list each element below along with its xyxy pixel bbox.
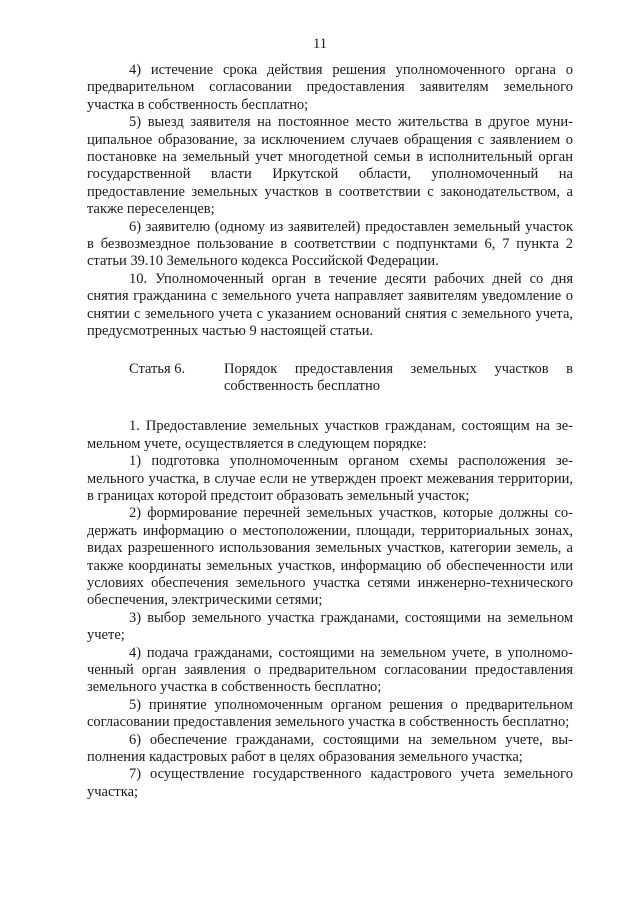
spacer: [87, 341, 573, 361]
list-item-6: 6) заявителю (одному из заявителей) предоставлен земельный участок в безвозмездное пользование в соответствии с подпунктами 6, 7 пункта 2 статьи 39.10 Земельного кодекса Российской Федерации.: [87, 218, 573, 270]
list-item-4: 4) истечение срока действия решения уполномоченного органа о предварительном согласовании предоставления заявителям земельного участка в собственность бесплатно;: [87, 62, 573, 113]
spacer: [87, 395, 573, 418]
article-number: Статья 6.: [129, 360, 186, 377]
step-1: 1) подготовка уполномоченным органом схемы расположения земельного участка, в случае если не утвержден проект межевания территории, в границах которой предстоит образовать земельный участок;: [87, 453, 573, 504]
step-4: 4) подача гражданами, состоящими на земельном учете, в уполномоченный орган заявления о предварительном согласовании предоставления земельного участка в собственность бесплатно;: [87, 644, 573, 696]
step-7: 7) осуществление государственного кадастрового учета земельного участка;: [87, 766, 573, 800]
page-number: 11: [313, 36, 327, 52]
page-body: [87, 62, 573, 801]
step-3: 3) выбор земельного участка гражданами, состоящими на земельном учете;: [87, 609, 573, 644]
article-heading: [129, 361, 573, 396]
clause-1: 1. Предоставление земельных участков гражданам, состоящим на земельном учете, осуществляется в следующем порядке:: [87, 418, 573, 452]
step-2: 2) формирование перечней земельных участков, которые должны содержать информацию о местоположении, площади, территориальных зонах, видах разрешенного использования земельных участков, категории земель, а также координаты земельных участков, информацию об обеспеченности или условиях обеспечения земельного участка сетями инженерно-технического обеспечения, электрическими сетями;: [87, 505, 573, 609]
clause-10: 10. Уполномоченный орган в течение десяти рабочих дней со дня снятия гражданина с земельного учета направляет заявителям уведомление о снятии с земельного учета с указанием оснований снятия с земельного учета, предусмотренных частью 9 настоящей статьи.: [87, 270, 573, 340]
step-6: 6) обеспечение гражданами, состоящими на земельном учете, выполнения кадастровых работ в целях образования земельного участка;: [87, 731, 573, 766]
article-title: Порядок предоставления земельных участков в собственность бесплатно: [224, 360, 573, 394]
list-item-5: 5) выезд заявителя на постоянное место жительства в другое муниципальное образование, за исключением случаев обращения с заявлением о постановке на земельный учет многодетной семьи в исполнительный орган государственной власти Иркутской области, уполномоченный на предоставление земельных участков в соответствии с законодательством, а также переселенцев;: [87, 114, 573, 218]
step-5: 5) принятие уполномоченным органом решения о предварительном согласовании предоставления земельного участка в собственность бесплатно;: [87, 696, 573, 731]
